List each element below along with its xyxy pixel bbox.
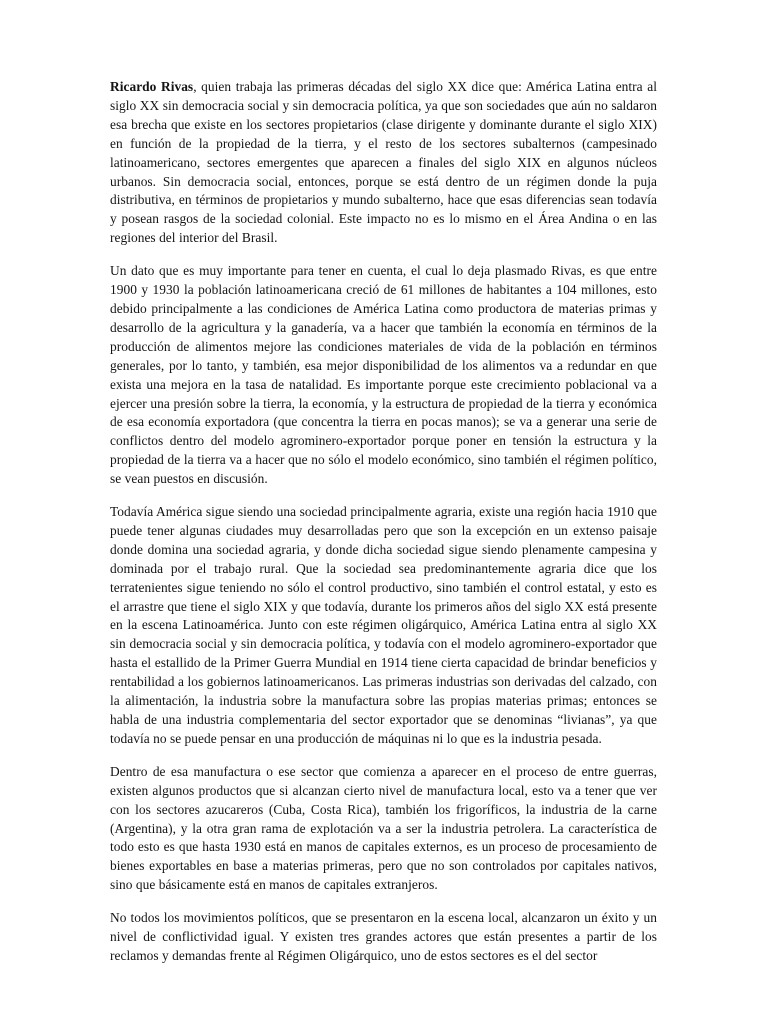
paragraph-1-text: , quien trabaja las primeras décadas del siglo XX dice que: América Latina entra al siglo XX sin democracia social y sin democracia política, ya que son sociedades que aún no saldaron esa brecha que existe en los sectores propietarios (clase dirigente y dominante durante el siglo XIX) en función de la propiedad de la tierra, y el resto de los sectores subalternos (campesinado latinoamericano, sectores emergentes que aparecen a finales del siglo XIX en algunos núcleos urbanos. Sin democracia social, entonces, porque se está dentro de un régimen donde la puja distributiva, en términos de propietarios y mundo subalterno, hace que esas diferencias sean todavía y posean rasgos de la sociedad colonial. Este impacto no es lo mismo en el Área Andina o en las regiones del interior del Brasil. bbox=[110, 79, 657, 246]
paragraph-4: Dentro de esa manufactura o ese sector que comienza a aparecer en el proceso de entre guerras, existen algunos productos que si alcanzan cierto nivel de manufactura local, esto va a tener que ver con los sectores azucareros (Cuba, Costa Rica), también los frigoríficos, la industria de la carne (Argentina), y la otra gran rama de explotación va a ser la industria petrolera. La característica de todo esto es que hasta 1930 está en manos de capitales externos, es un proceso de procesamiento de bienes exportables en base a materias primeras, pero que no son controlados por capitales nativos, sino que básicamente está en manos de capitales extranjeros. bbox=[110, 763, 657, 893]
paragraph-5: No todos los movimientos políticos, que se presentaron en la escena local, alcanzaron un éxito y un nivel de conflictividad igual. Y existen tres grandes actores que están presentes a partir de los reclamos y demandas frente al Régimen Oligárquico, uno de estos sectores es el del sector bbox=[110, 910, 657, 963]
author-name: Ricardo Rivas bbox=[110, 79, 194, 94]
document-page bbox=[110, 78, 657, 966]
paragraph-3: Todavía América sigue siendo una sociedad principalmente agraria, existe una región hacia 1910 que puede tener algunas ciudades muy desarrolladas pero que son la excepción en un extenso paisaje donde domina una sociedad agraria, y donde dicha sociedad sigue siendo plenamente campesina y dominada por el trabajo rural. Que la sociedad sea predominantemente agraria dice que los terratenientes sigue teniendo no sólo el control productivo, sino también el control estatal, y esto es el arrastre que tiene el siglo XIX y que todavía, durante los primeros años del siglo XX está presente en la escena Latinoamérica. Junto con este régimen oligárquico, América Latina entra al siglo XX sin democracia social y sin democracia política, y todavía con el modelo agrominero-exportador que hasta el estallido de la Primer Guerra Mundial en 1914 tiene cierta capacidad de brindar beneficios y rentabilidad a los gobiernos latinoamericanos. Las primeras industrias son derivadas del calzado, con la alimentación, la industria sobre la manufactura sobre las propias materias primas; entonces se habla de una industria complementaria del sector exportador que se denominas “livianas”, ya que todavía no se puede pensar en una producción de máquinas ni lo que es la industria pesada. bbox=[110, 504, 657, 746]
paragraph-2: Un dato que es muy importante para tener en cuenta, el cual lo deja plasmado Rivas, es que entre 1900 y 1930 la población latinoamericana creció de 61 millones de habitantes a 104 millones, esto debido principalmente a las condiciones de América Latina como productora de materias primas y desarrollo de la agricultura y la ganadería, va a hacer que también la economía en términos de la producción de alimentos mejore las condiciones materiales de vida de la población en términos generales, por lo tanto, y también, esa mejor disponibilidad de los alimentos va a redundar en que exista una mejora en la tasa de natalidad. Es importante porque este crecimiento poblacional va a ejercer una presión sobre la tierra, la economía, y la estructura de propiedad de la tierra y económica de esa economía exportadora (que concentra la tierra en pocas manos); se va a generar una serie de conflictos dentro del modelo agrominero-exportador porque poner en tensión la estructura y la propiedad de la tierra va a hacer que no sólo el modelo económico, sino también el régimen político, se vean puestos en discusión. bbox=[110, 263, 657, 487]
paragraph-1 bbox=[110, 78, 657, 248]
